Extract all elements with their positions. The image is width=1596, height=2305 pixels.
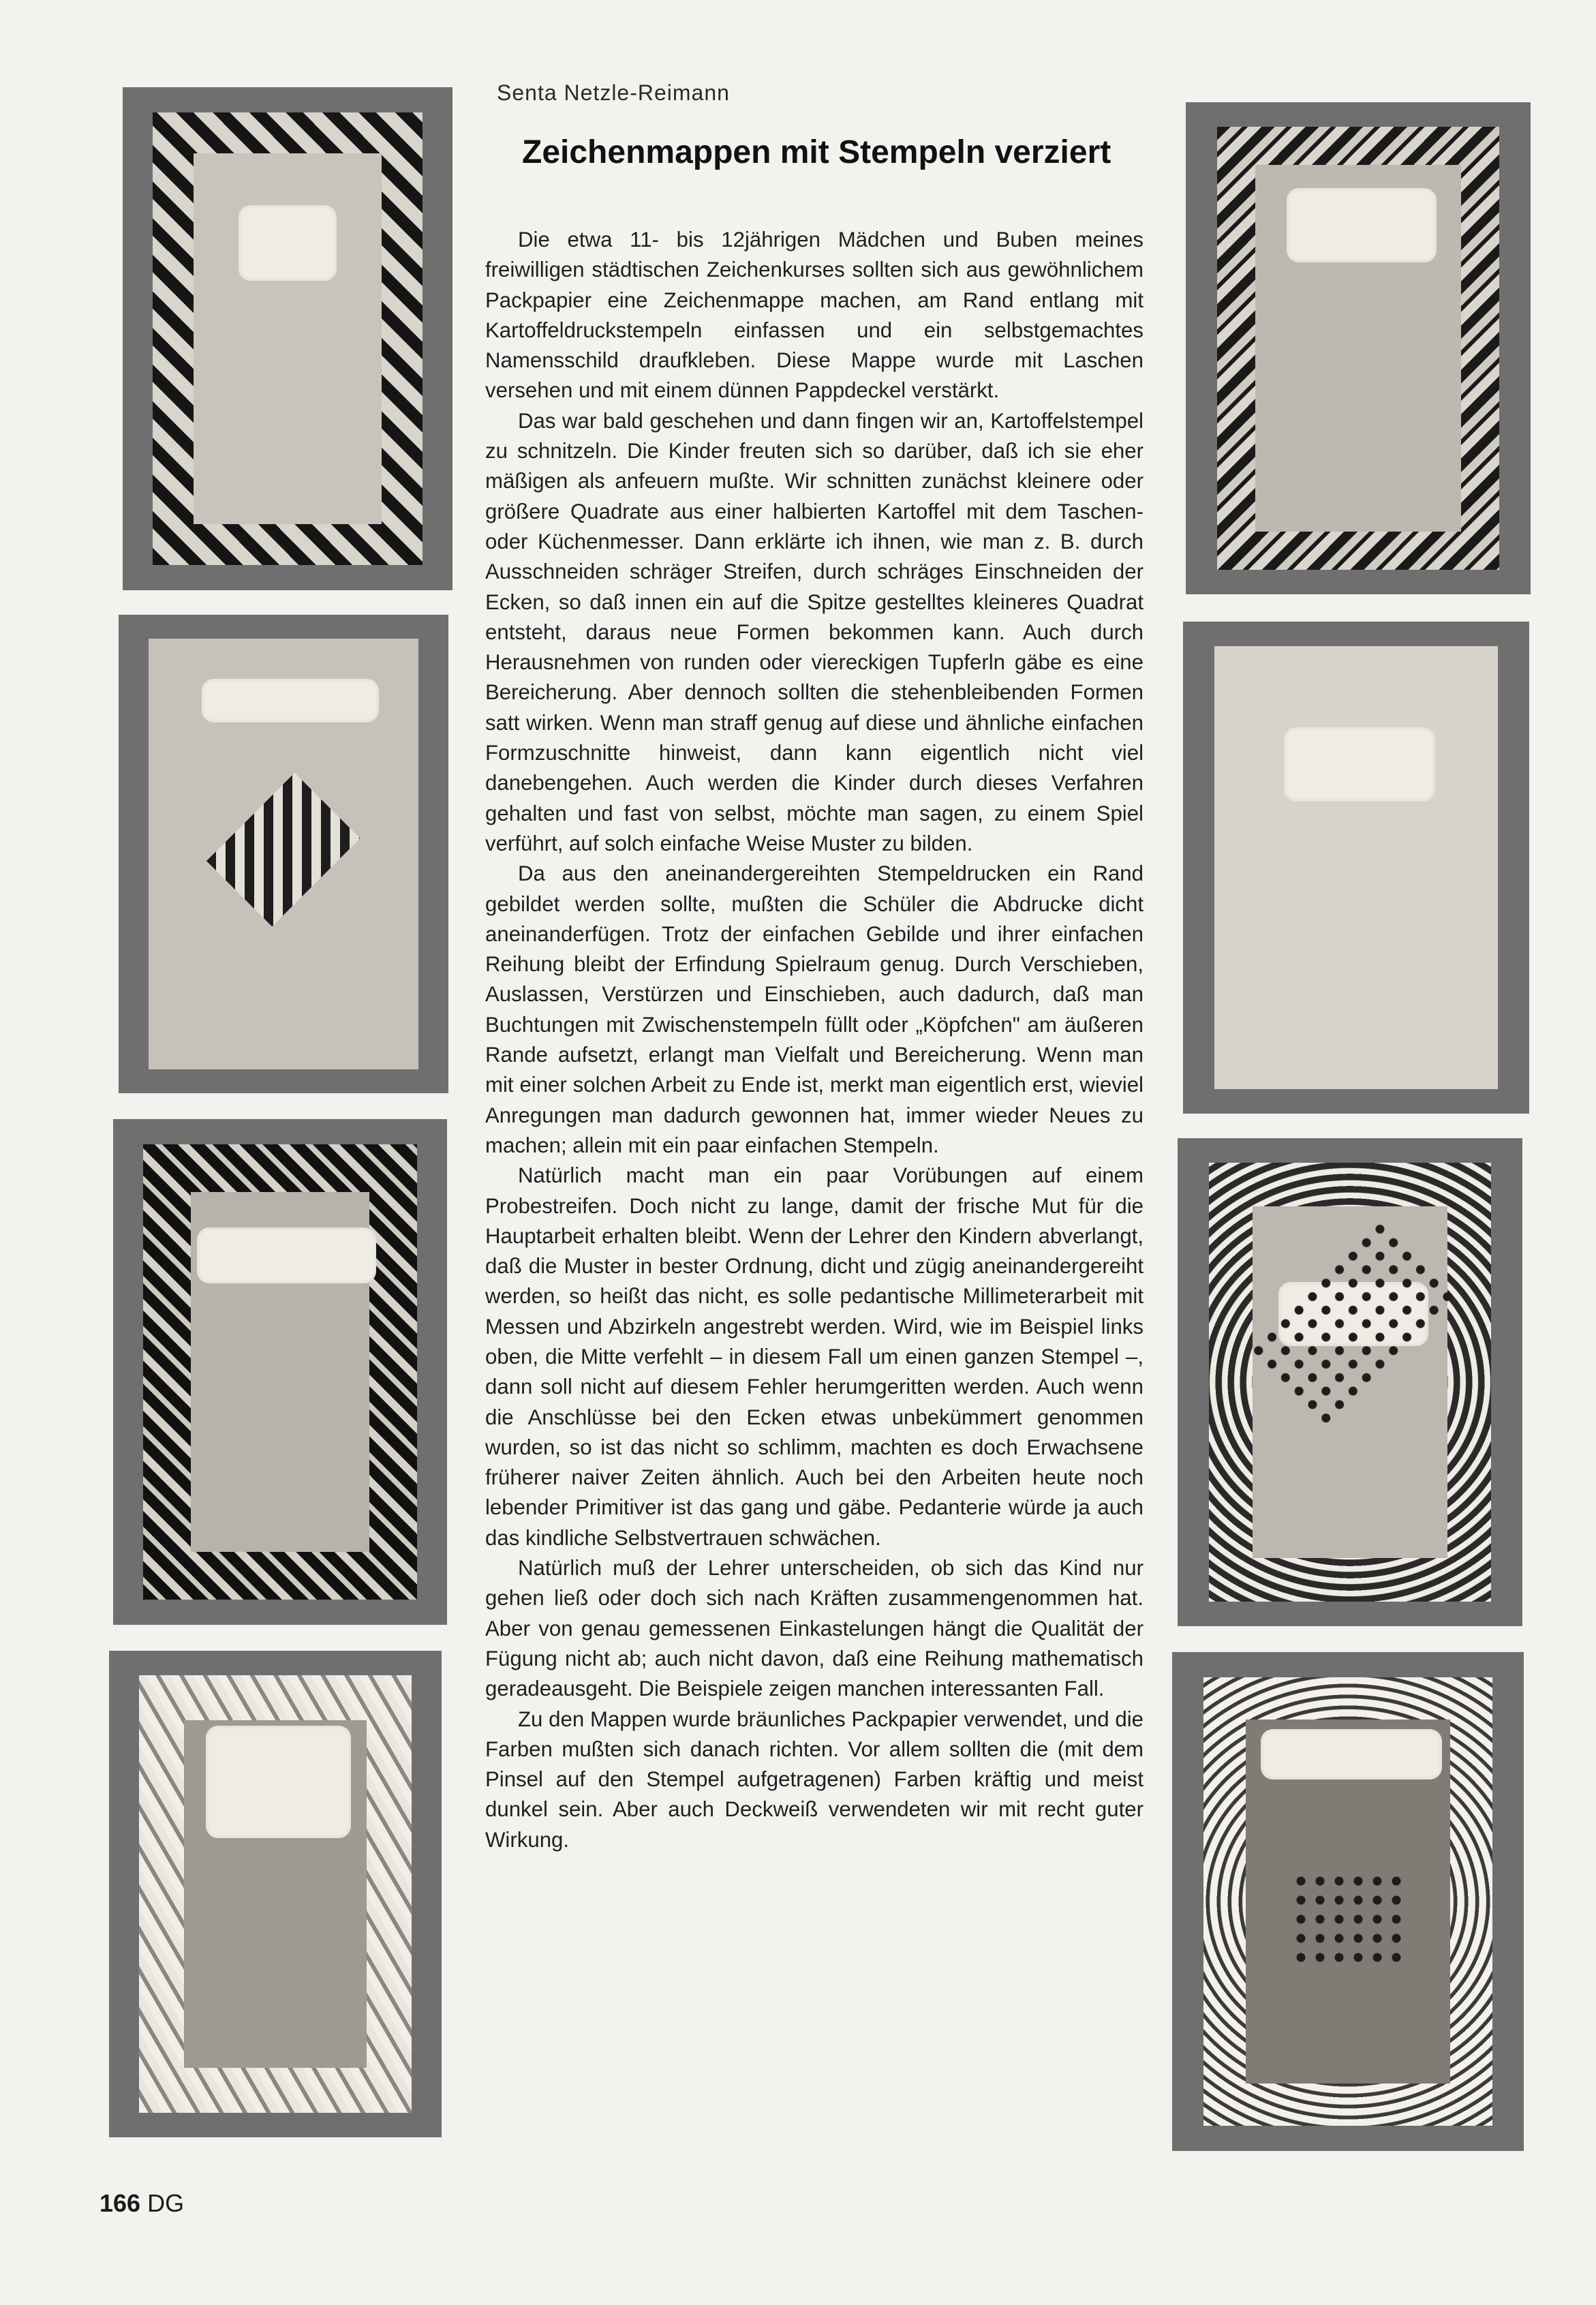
page-number: 166	[99, 2189, 141, 2217]
portfolio-photo-4	[109, 1651, 442, 2137]
article-title: Zeichenmappen mit Stempeln verziert	[522, 134, 1111, 170]
journal-abbrev: DG	[147, 2189, 185, 2217]
portfolio-photo-1	[123, 87, 452, 590]
name-label	[204, 682, 376, 720]
name-label	[1287, 730, 1432, 799]
name-label	[1289, 191, 1434, 260]
paragraph: Natürlich macht man ein paar Vorübungen auf einem Probestreifen. Doch nicht zu lange, damit der frische Mut für die Hauptarbeit erhalten bleibt. Wenn der Lehrer den Kindern abverlangt, daß die Muster in bester Ordnung, dicht und zügig aneinandergereiht werden, so heißt das nicht, es solle pedantische Millimeterarbeit mit Messen und Abzirkeln angestrebt werden. Wird, wie im Beispiel links oben, die Mitte verfehlt – in diesem Fall um einen ganzen Stempel –, dann soll nicht auf diesem Fehler herumgeritten werden. Auch wenn die Anschlüsse bei den Ecken etwas unbekümmert genommen wurden, so ist das nicht so schlimm, machten es doch Erwachsene früherer naiver Zeiten ähnlich. Auch bei den Arbeiten heute noch lebender Primitiver ist das gang und gäbe. Pedanterie würde ja auch das kindliche Selbstvertrauen schwächen.	[485, 1163, 1144, 1550]
paragraph: Die etwa 11- bis 12jährigen Mädchen und Buben meines freiwilligen städtischen Zeichenkurses sollten sich aus gewöhnlichem Packpapier eine Zeichenmappe machen, am Rand entlang mit Kartoffeldruckstempeln einfassen und ein selbstgemachtes Namensschild draufkleben. Diese Mappe wurde mit Laschen versehen und mit einem dünnen Pappdeckel verstärkt.	[485, 228, 1144, 403]
portfolio-photo-5	[1186, 102, 1531, 594]
stamped-border	[153, 112, 423, 565]
name-label	[1263, 1732, 1439, 1777]
article-body	[485, 225, 1144, 1855]
portfolio-photo-8	[1172, 1652, 1524, 2151]
paragraph: Zu den Mappen wurde bräunliches Packpapier verwendet, und die Farben mußten sich danach richten. Vor allem sollten die (mit dem Pinsel auf den Stempel aufgetragenen) Farben kräftig und meist dunkel sein. Aber auch Deckweiß verwendeten wir mit recht guter Wirkung.	[485, 1707, 1144, 1852]
portfolio-photo-2	[119, 615, 448, 1093]
portfolio-photo-6	[1183, 622, 1529, 1114]
paragraph: Da aus den aneinandergereihten Stempeldrucken ein Rand gebildet werden sollte, mußten die Schüler die Abdrucke dicht aneinanderfügen. Trotz der einfachen Gebilde und ihrer einfachen Reihung bleibt der Erfindung Spielraum genug. Durch Verschieben, Auslassen, Verstürzen und Einschieben, auch dadurch, daß man Buchtungen mit Zwischenstempeln füllt oder „Köpfchen" am äußeren Rande aufsetzt, erlangt man Vielfalt und Bereicherung. Wenn man mit einer solchen Arbeit zu Ende ist, merkt man eigentlich erst, wieviel Anregungen man dadurch gewonnen hat, immer wieder Neues zu machen; allein mit ein paar einfachen Stempeln.	[485, 861, 1144, 1157]
center-stamp-motif	[1291, 1872, 1404, 1971]
page-folio	[99, 2189, 184, 2218]
paragraph: Natürlich muß der Lehrer unterscheiden, ob sich das Kind nur gehen ließ oder doch sich nach Kräften zusammengenommen hat. Aber von genau gemessenen Einkastelungen hängt die Qualität der Fügung nicht ab; auch nicht davon, daß eine Reihung mathematisch geradeausgeht. Die Beispiele zeigen manchen interessanten Fall.	[485, 1556, 1144, 1701]
author-name: Senta Netzle-Reimann	[497, 80, 730, 105]
name-label	[209, 1728, 348, 1835]
portfolio-photo-3	[113, 1119, 447, 1625]
name-label	[241, 208, 334, 278]
paragraph: Das war bald geschehen und dann fingen wir an, Kartoffelstempel zu schnitzeln. Die Kinder freuten sich so darüber, daß ich sie eher mäßigen als anfeuern mußte. Wir schnitten zunächst kleinere oder größere Quadrate aus einer halbierten Kartoffel mit dem Taschen- oder Küchenmesser. Dann erklärte ich ihnen, wie man z. B. durch Ausschneiden schräger Streifen, durch schräges Einschneiden der Ecken, so daß innen ein auf die Spitze gestelltes kleineres Quadrat entsteht, daraus neue Formen bekommen kann. Auch durch Herausnehmen von runden oder viereckigen Tupferln gäbe es eine Bereicherung. Aber dennoch sollten die stehenbleibenden Formen satt wirken. Wenn man straff genug auf diese und ähnliche einfachen Formzuschnitte hinweist, dann kann eigentlich nicht viel danebengehen. Auch werden die Kinder durch dieses Verfahren gehalten und fast von selbst, möchte man sagen, zu einem Spiel verführt, auf solch einfache Weise Muster zu bilden.	[485, 408, 1144, 855]
stamped-border	[143, 1144, 417, 1600]
name-label	[200, 1230, 373, 1281]
stamped-border	[1214, 646, 1499, 1089]
portfolio-photo-7	[1178, 1138, 1522, 1626]
